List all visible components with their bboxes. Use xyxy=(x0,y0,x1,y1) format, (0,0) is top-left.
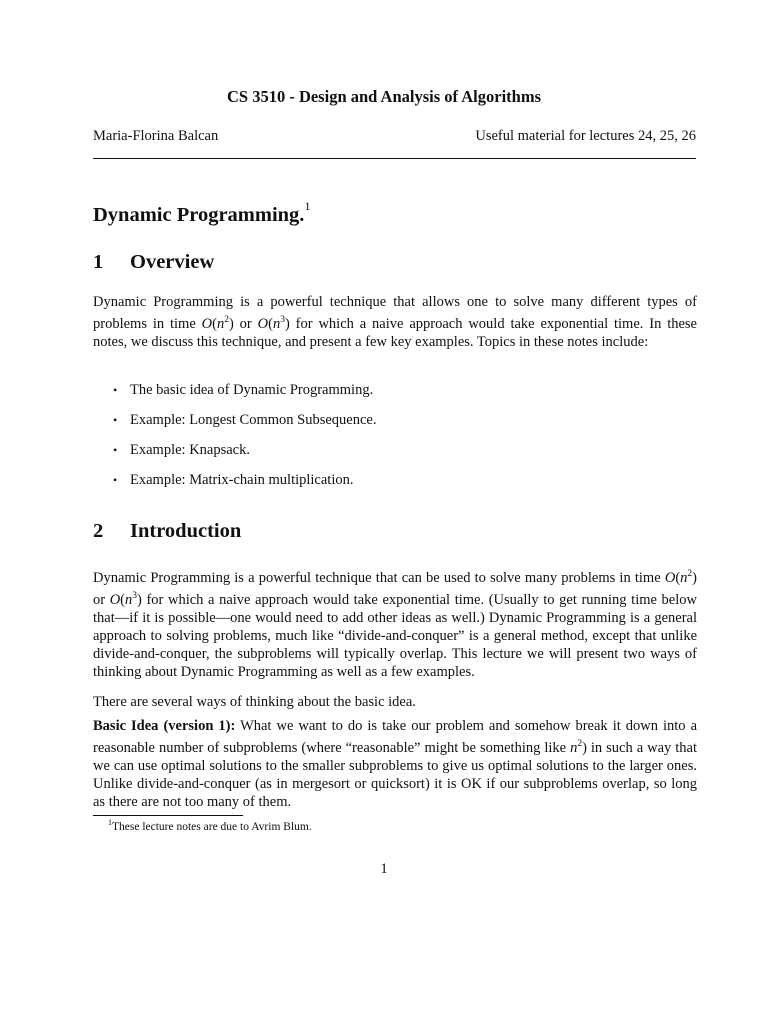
list-item xyxy=(113,410,376,440)
bullet-icon: • xyxy=(113,383,118,397)
page-number: 1 xyxy=(380,861,388,877)
bullet-icon: • xyxy=(113,413,118,427)
math-exponent: 3 xyxy=(280,315,285,325)
ways-paragraph: There are several ways of thinking about the basic idea. xyxy=(93,694,416,710)
author-name: Maria-Florina Balcan xyxy=(93,128,219,144)
math-paren: ( xyxy=(268,315,273,332)
math-paren: ) xyxy=(228,315,234,332)
footnote-mark: 1 xyxy=(304,199,311,213)
footnote-rule xyxy=(93,815,243,816)
math-O: O xyxy=(201,315,213,332)
math-exponent: 2 xyxy=(577,739,583,749)
math-paren: ) xyxy=(692,569,697,586)
math-paren: ) xyxy=(137,591,142,608)
text-run: Dynamic Programming is a powerful technique that can be used to solve many problems in time xyxy=(93,569,665,586)
basic-idea-paragraph xyxy=(93,717,697,811)
list-item-text: The basic idea of Dynamic Programming. xyxy=(130,382,374,398)
section-number: 2 xyxy=(93,520,104,542)
document-title xyxy=(93,199,311,227)
bullet-icon: • xyxy=(113,443,118,457)
document-title-text: Dynamic Programming. xyxy=(93,203,305,226)
math-O: O xyxy=(109,591,121,608)
text-run: What we want to do is take our problem and somehow break it down into a reasonable number of subproblems (where “reasonable” might be something like xyxy=(93,718,698,756)
math-exponent: 2 xyxy=(224,315,229,325)
text-run: ) in such a way that we can use optimal solutions to the smaller subproblems to give us optimal solutions to the larger ones. Unlike divide-and-conquer (as in mergesort or quicksort) it is OK if our subproblems overlap, so long as there are not too many of them. xyxy=(93,739,698,810)
math-paren: ( xyxy=(675,569,681,586)
section-title: Introduction xyxy=(130,520,242,542)
footnote xyxy=(108,818,312,833)
math-exponent: 3 xyxy=(132,590,138,601)
math-exponent: 2 xyxy=(687,569,693,579)
bullet-icon: • xyxy=(113,473,118,487)
math-paren: ( xyxy=(120,591,126,608)
lecture-info: Useful material for lectures 24, 25, 26 xyxy=(475,128,696,144)
math-O: O xyxy=(664,569,676,586)
text-run: Dynamic Programming is a powerful technique that allows one to solve many different types of problems in time xyxy=(93,294,697,332)
introduction-paragraph xyxy=(93,565,697,681)
header-rule xyxy=(93,158,696,159)
math-n: n xyxy=(680,569,688,586)
text-run: for which a naive approach would take exponential time. In these notes, we discuss this technique, and present a few key examples. Topics in these notes include: xyxy=(93,315,697,350)
list-item-text: Example: Matrix-chain multiplication. xyxy=(130,472,354,488)
list-item xyxy=(113,440,376,470)
topics-list xyxy=(113,380,376,500)
list-item xyxy=(113,470,376,500)
math-O: O xyxy=(257,315,269,332)
list-item-text: Example: Longest Common Subsequence. xyxy=(130,412,377,428)
math-n: n xyxy=(272,315,281,332)
math-n: n xyxy=(216,315,225,332)
list-item-text: Example: Knapsack. xyxy=(130,442,250,458)
footnote-mark: 1 xyxy=(108,818,112,827)
course-title: CS 3510 - Design and Analysis of Algorithms xyxy=(226,87,541,106)
footnote-text: These lecture notes are due to Avrim Blum. xyxy=(112,820,312,833)
overview-paragraph xyxy=(93,293,697,351)
math-n: n xyxy=(570,739,578,756)
section-heading-overview xyxy=(93,251,214,274)
text-run: or xyxy=(93,591,110,608)
text-run: or xyxy=(233,315,258,332)
math-n: n xyxy=(125,591,133,608)
list-item xyxy=(113,380,376,410)
section-heading-introduction xyxy=(93,520,241,543)
text-run: for which a naive approach would take exponential time. (Usually to get running time below that—if it is possible—one would need to add other ideas as well.) Dynamic Programming is a general approach to solving problems, much like “divide-and-conquer” is a general method, except that unlike divide-and-conquer, the subproblems will typically overlap. This lecture we will present two ways of thinking about Dynamic Programming as well as a few examples. xyxy=(93,591,697,680)
section-number: 1 xyxy=(93,251,104,273)
math-paren: ) xyxy=(284,315,290,332)
paragraph-lead: Basic Idea (version 1): xyxy=(93,718,236,734)
math-paren: ( xyxy=(212,315,217,332)
section-title: Overview xyxy=(130,251,215,273)
